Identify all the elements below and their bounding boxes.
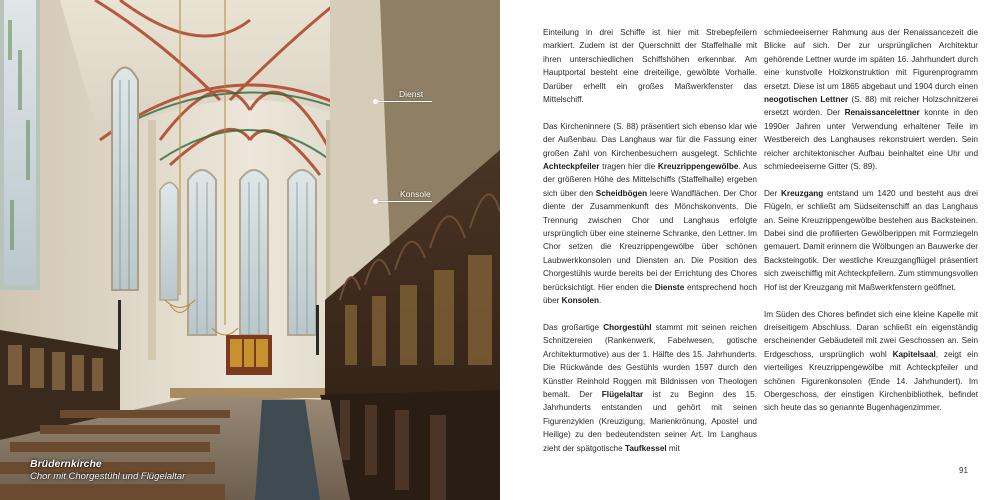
konsole-leader-line xyxy=(376,201,432,202)
text-run: leere Wandflächen. Der Chor diente der Zusammenkunft des Mönchskonvents. Die Trennung zwischen Chor und Langhaus erfolgte ursprünglich über eine steinerne Schranke, den Lettner. Im Chor setzen die Kreuzrippengewölbe über schönen Laubwerkkonsolen und Diensten an. Die Position des Chorgestühls wurde bereits bei der Errichtung des Chores berücksichtigt. Hier enden die xyxy=(543,188,757,292)
text-run: stammt mit seinen reichen Schnitzereien (Rankenwerk, Fabelwesen, gotische Architekturmotive) aus der 1. Hälfte des 15. Jahrhunderts. Die Rückwände des Gestühls wurden 1597 durch den Künstler Reinhold Roggen mit Bildnissen von Theologen bemalt. Der xyxy=(543,322,757,399)
text-run: ist zu Beginn des 15. Jahrhunderts entstanden und gehört mit seinen Figurenzyklen (Kreuzigung, Marienkrönung, Apostel und Heilige) zu den bedeutendsten seiner Art. Im Langhaus zieht der spätgotische xyxy=(543,389,757,453)
text-run: schmiedeeiserner Rahmung aus der Renaissancezeit die Blicke auf sich. Der zur ursprünglichen Architektur gehörende Lettner wurde im späten 16. Jahrhundert durch eine kunstvolle Holzkonstruktion mit Figurenprogramm ersetzt. Diese ist um 1865 abgebaut und 1904 durch einen xyxy=(764,28,978,91)
bold-term: Chorgestühl xyxy=(603,322,652,332)
text-run: Das Kircheninnere (S. 88) präsentiert sich ebenso klar wie der Außenbau. Das Langhaus war für die Fassung einer großen Zahl von Kirchenbesuchern ausgelegt. Schlichte xyxy=(543,121,757,158)
bold-term: Kapitelsaal xyxy=(892,349,936,359)
text-run: Im Süden des Chores befindet sich eine kleine Kapelle mit dreiseitigem Abschluss. Daran schließt ein eigenständig erscheinender Gebäudeteil mit zwei Geschossen an. Sein Erdgeschoss, ursprünglich wohl xyxy=(764,309,978,359)
text-run: (S. 88) mit reicher Holzschnitzerei ersetzt worden. Der xyxy=(764,95,978,118)
text-run: Der xyxy=(764,188,781,198)
page-number: 91 xyxy=(959,466,968,475)
bold-term: neogotischen Lettner xyxy=(764,95,849,105)
text-run: entsprechend hoch über xyxy=(543,282,758,306)
text-run: . xyxy=(598,296,602,306)
dienst-leader-line xyxy=(376,101,432,102)
text-run: . Aus der größeren Höhe des Mittelschiffs (Staffelhalle) ergeben sich über den xyxy=(543,162,757,198)
dienst-label: Dienst xyxy=(399,89,424,99)
konsole-marker xyxy=(373,199,378,204)
text-column-left xyxy=(543,26,757,468)
bold-term: Scheidbögen xyxy=(595,188,648,198)
text-run: Einteilung in drei Schiffe ist hier mit Strebepfeilern markiert. Zudem ist der Querschnitt der Staffelhalle mit ihren unterschiedlichen Schiffshöhen erkennbar. Am Hauptportal besteht eine dreiteilige, gewölbte Vorhalle. Darüber erhellt ein großes Maßwerkfenster das Mittelschiff. xyxy=(543,28,757,105)
text-run: Das großartige xyxy=(543,322,604,332)
text-column-right xyxy=(764,26,978,428)
bold-term: Flügelaltar xyxy=(601,389,644,399)
text-run: , zeigt ein vierteiliges Kreuzrippengewölbe mit Achteckpfeiler und schönen Figurenkonsolen (Ende 14. Jahrhundert). Im Obergeschoss, der einstigen Kirchenbibliothek, befindet sich heute das so genannte Bugenhagenzimmer. xyxy=(764,349,978,413)
bold-term: Taufkessel xyxy=(624,443,667,453)
text-run: konnte in den 1990er Jahren unter Verwendung erhaltener Teile im Westbereich des Langhauses rekonstruiert werden. Sein reicher architektonischer Aufbau beinhaltet eine Uhr und schmiedeeiserne Gitter (S. 89). xyxy=(764,108,978,172)
paragraph xyxy=(543,26,757,106)
caption-title: Brüdernkirche xyxy=(30,458,102,470)
paragraph xyxy=(764,308,978,415)
text-run: tragen hier die xyxy=(599,162,658,172)
dienst-marker xyxy=(373,99,378,104)
photo-caption xyxy=(30,458,185,483)
konsole-label: Konsole xyxy=(400,189,431,199)
paragraph xyxy=(764,26,978,173)
text-run: mit xyxy=(666,443,680,453)
bold-term: Konsolen xyxy=(561,296,599,306)
caption-subtitle: Chor mit Chorgestühl und Flügelaltar xyxy=(30,471,186,483)
bold-term: Achteckpfeiler xyxy=(543,162,600,172)
bold-term: Dienste xyxy=(654,282,685,292)
bold-term: Kreuzgang xyxy=(780,188,824,198)
bold-term: Kreuzrippengewölbe xyxy=(657,162,739,172)
paragraph xyxy=(764,187,978,294)
text-run: entstand um 1420 und besteht aus drei Flügeln, er schließt am Südseitenschiff an das Langhaus an. Seine Kreuzrippengewölbe bestehen aus Backsteinen. Dabei sind die profilierten Gewölberippen mit Formziegeln gemauert. Damit erinnern die Wölbungen an Bauwerke der Backsteingotik. Der westliche Kreuzgangflügel präsentiert sich zweischiffig mit Achteckpfeilern. Zum stimmungsvollen Hof ist der Kreuzgang mit Maßwerkfenstern geöffnet. xyxy=(764,188,979,292)
paragraph xyxy=(543,321,757,455)
paragraph xyxy=(543,120,757,308)
bold-term: Renaissancelettner xyxy=(844,108,920,118)
